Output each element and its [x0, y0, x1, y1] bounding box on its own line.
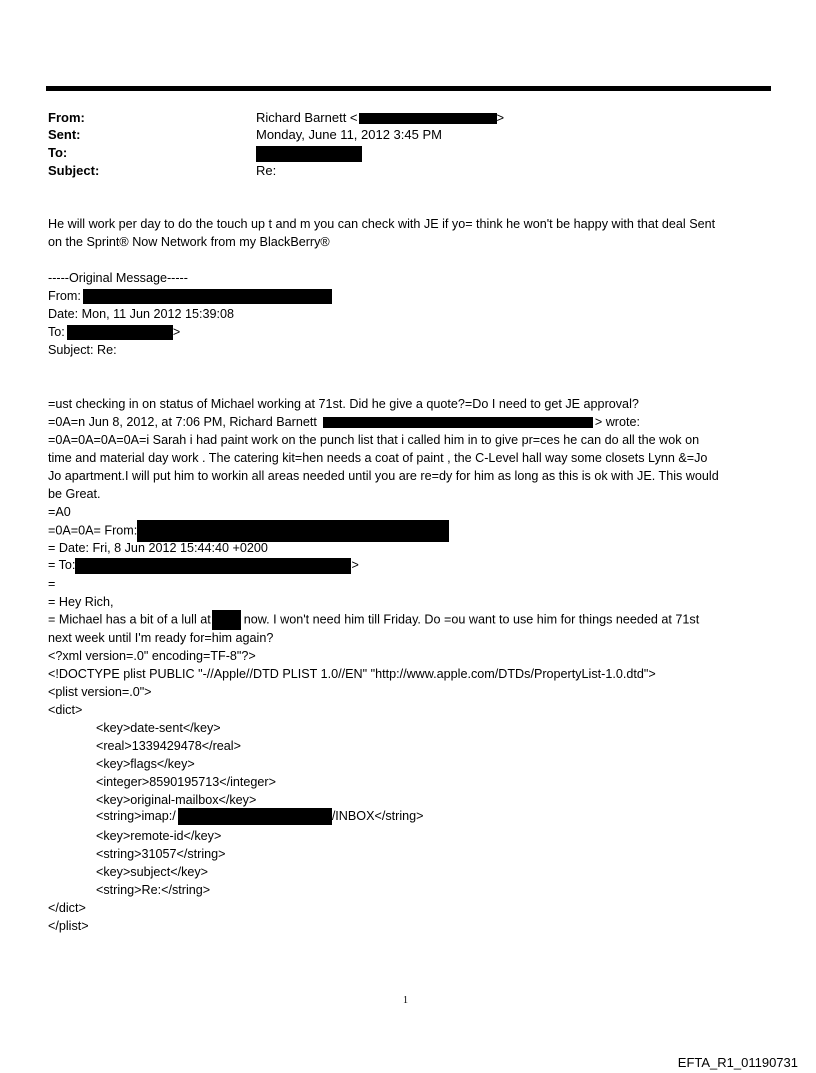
xml-line: </dict> [48, 901, 86, 915]
orig-to-line [48, 324, 180, 341]
xml-line: <plist version=.0"> [48, 685, 152, 699]
body-line: = Hey Rich, [48, 595, 114, 609]
xml-line: <key>date-sent</key> [96, 721, 221, 735]
subject-value: Re: [256, 163, 277, 178]
redaction-block [359, 113, 497, 124]
body-line: =A0 [48, 505, 71, 519]
xml-line: <key>subject</key> [96, 865, 209, 879]
orig-date-line: Date: Mon, 11 Jun 2012 15:39:08 [48, 307, 235, 321]
xml-line: <string>31057</string> [96, 847, 226, 861]
redaction-block [178, 808, 332, 825]
quoted-text: =0A=n Jun 8, 2012, at 7:06 PM, Richard Barnett [48, 415, 317, 429]
xml-line: <key>original-mailbox</key> [96, 793, 257, 807]
xml-text: <string>imap:/ [96, 809, 176, 823]
body-line: Jo apartment.I will put him to workin all areas needed until you are re=dy for him as long as this is ok with JE. This would [48, 469, 719, 483]
xml-line: <!DOCTYPE plist PUBLIC "-//Apple//DTD PLIST 1.0//EN" "http://www.apple.com/DTDs/PropertyList-1.0.dtd"> [48, 667, 656, 681]
to-label: To: [48, 145, 68, 160]
orig-from-line [48, 288, 332, 305]
body-line [48, 610, 699, 630]
redaction-block [75, 558, 351, 574]
sent-label: Sent: [48, 127, 81, 142]
subject-label: Subject: [48, 163, 100, 178]
xml-line: <integer>8590195713</integer> [96, 775, 276, 789]
to-value [256, 145, 362, 162]
quoted-text: > wrote: [594, 415, 640, 429]
header-rule [46, 86, 771, 91]
redaction-block [256, 146, 362, 162]
orig-subject-line: Subject: Re: [48, 343, 117, 357]
orig-from-label: From: [48, 289, 81, 303]
xml-line: </plist> [48, 919, 89, 933]
body-line: =0A=0A=0A=0A=i Sarah i had paint work on the punch list that i called him in to give pr=ces he can do all the wok on [48, 433, 700, 447]
from-value [256, 110, 504, 125]
body-line: be Great. [48, 487, 101, 501]
redaction-block [67, 325, 173, 340]
redaction-block [137, 520, 449, 542]
original-message-header: -----Original Message----- [48, 271, 188, 285]
xml-line: <?xml version=.0" encoding=TF-8"?> [48, 649, 256, 663]
redaction-block [83, 289, 332, 304]
body-line: =ust checking in on status of Michael working at 71st. Did he give a quote?=Do I need to get JE approval? [48, 397, 639, 411]
orig-to-label: To: [48, 325, 65, 339]
body-line: He will work per day to do the touch up t and m you can check with JE if yo= think he won't be happy with that deal Sent [48, 217, 716, 231]
xml-text: /INBOX</string> [331, 809, 424, 823]
xml-line: <key>flags</key> [96, 757, 195, 771]
body-line: on the Sprint® Now Network from my BlackBerry® [48, 235, 330, 249]
body-line [48, 414, 640, 431]
redaction-block [212, 610, 241, 630]
body-line [48, 520, 449, 542]
from-name: Richard Barnett < [256, 110, 358, 125]
body-line: = [48, 577, 56, 591]
body-line: next week until I'm ready for=him again? [48, 631, 274, 645]
xml-line: <key>remote-id</key> [96, 829, 222, 843]
from-label: From: [48, 110, 85, 125]
quoted-text: now. I won't need him till Friday. Do =ou want to use him for things needed at 71st [243, 612, 700, 627]
quoted-text: = To: [48, 558, 76, 572]
sent-value: Monday, June 11, 2012 3:45 PM [256, 127, 442, 142]
document-id-footer: EFTA_R1_01190731 [677, 1055, 798, 1070]
redaction-block [323, 417, 593, 428]
from-suffix: > [496, 110, 505, 125]
body-line: = Date: Fri, 8 Jun 2012 15:44:40 +0200 [48, 541, 268, 555]
quoted-text: > [351, 558, 359, 572]
quoted-text: = Michael has a bit of a lull at [48, 612, 211, 627]
xml-line [96, 808, 424, 825]
xml-line: <dict> [48, 703, 83, 717]
quoted-text: =0A=0A= From: [48, 523, 138, 538]
xml-line: <real>1339429478</real> [96, 739, 241, 753]
page-number: 1 [403, 995, 408, 1006]
body-line [48, 557, 359, 574]
xml-line: <string>Re:</string> [96, 883, 211, 897]
body-line: time and material day work . The catering kit=hen needs a coat of paint , the C-Level hall way some closets Lynn &=Jo [48, 451, 708, 465]
orig-to-suffix: > [172, 325, 181, 339]
